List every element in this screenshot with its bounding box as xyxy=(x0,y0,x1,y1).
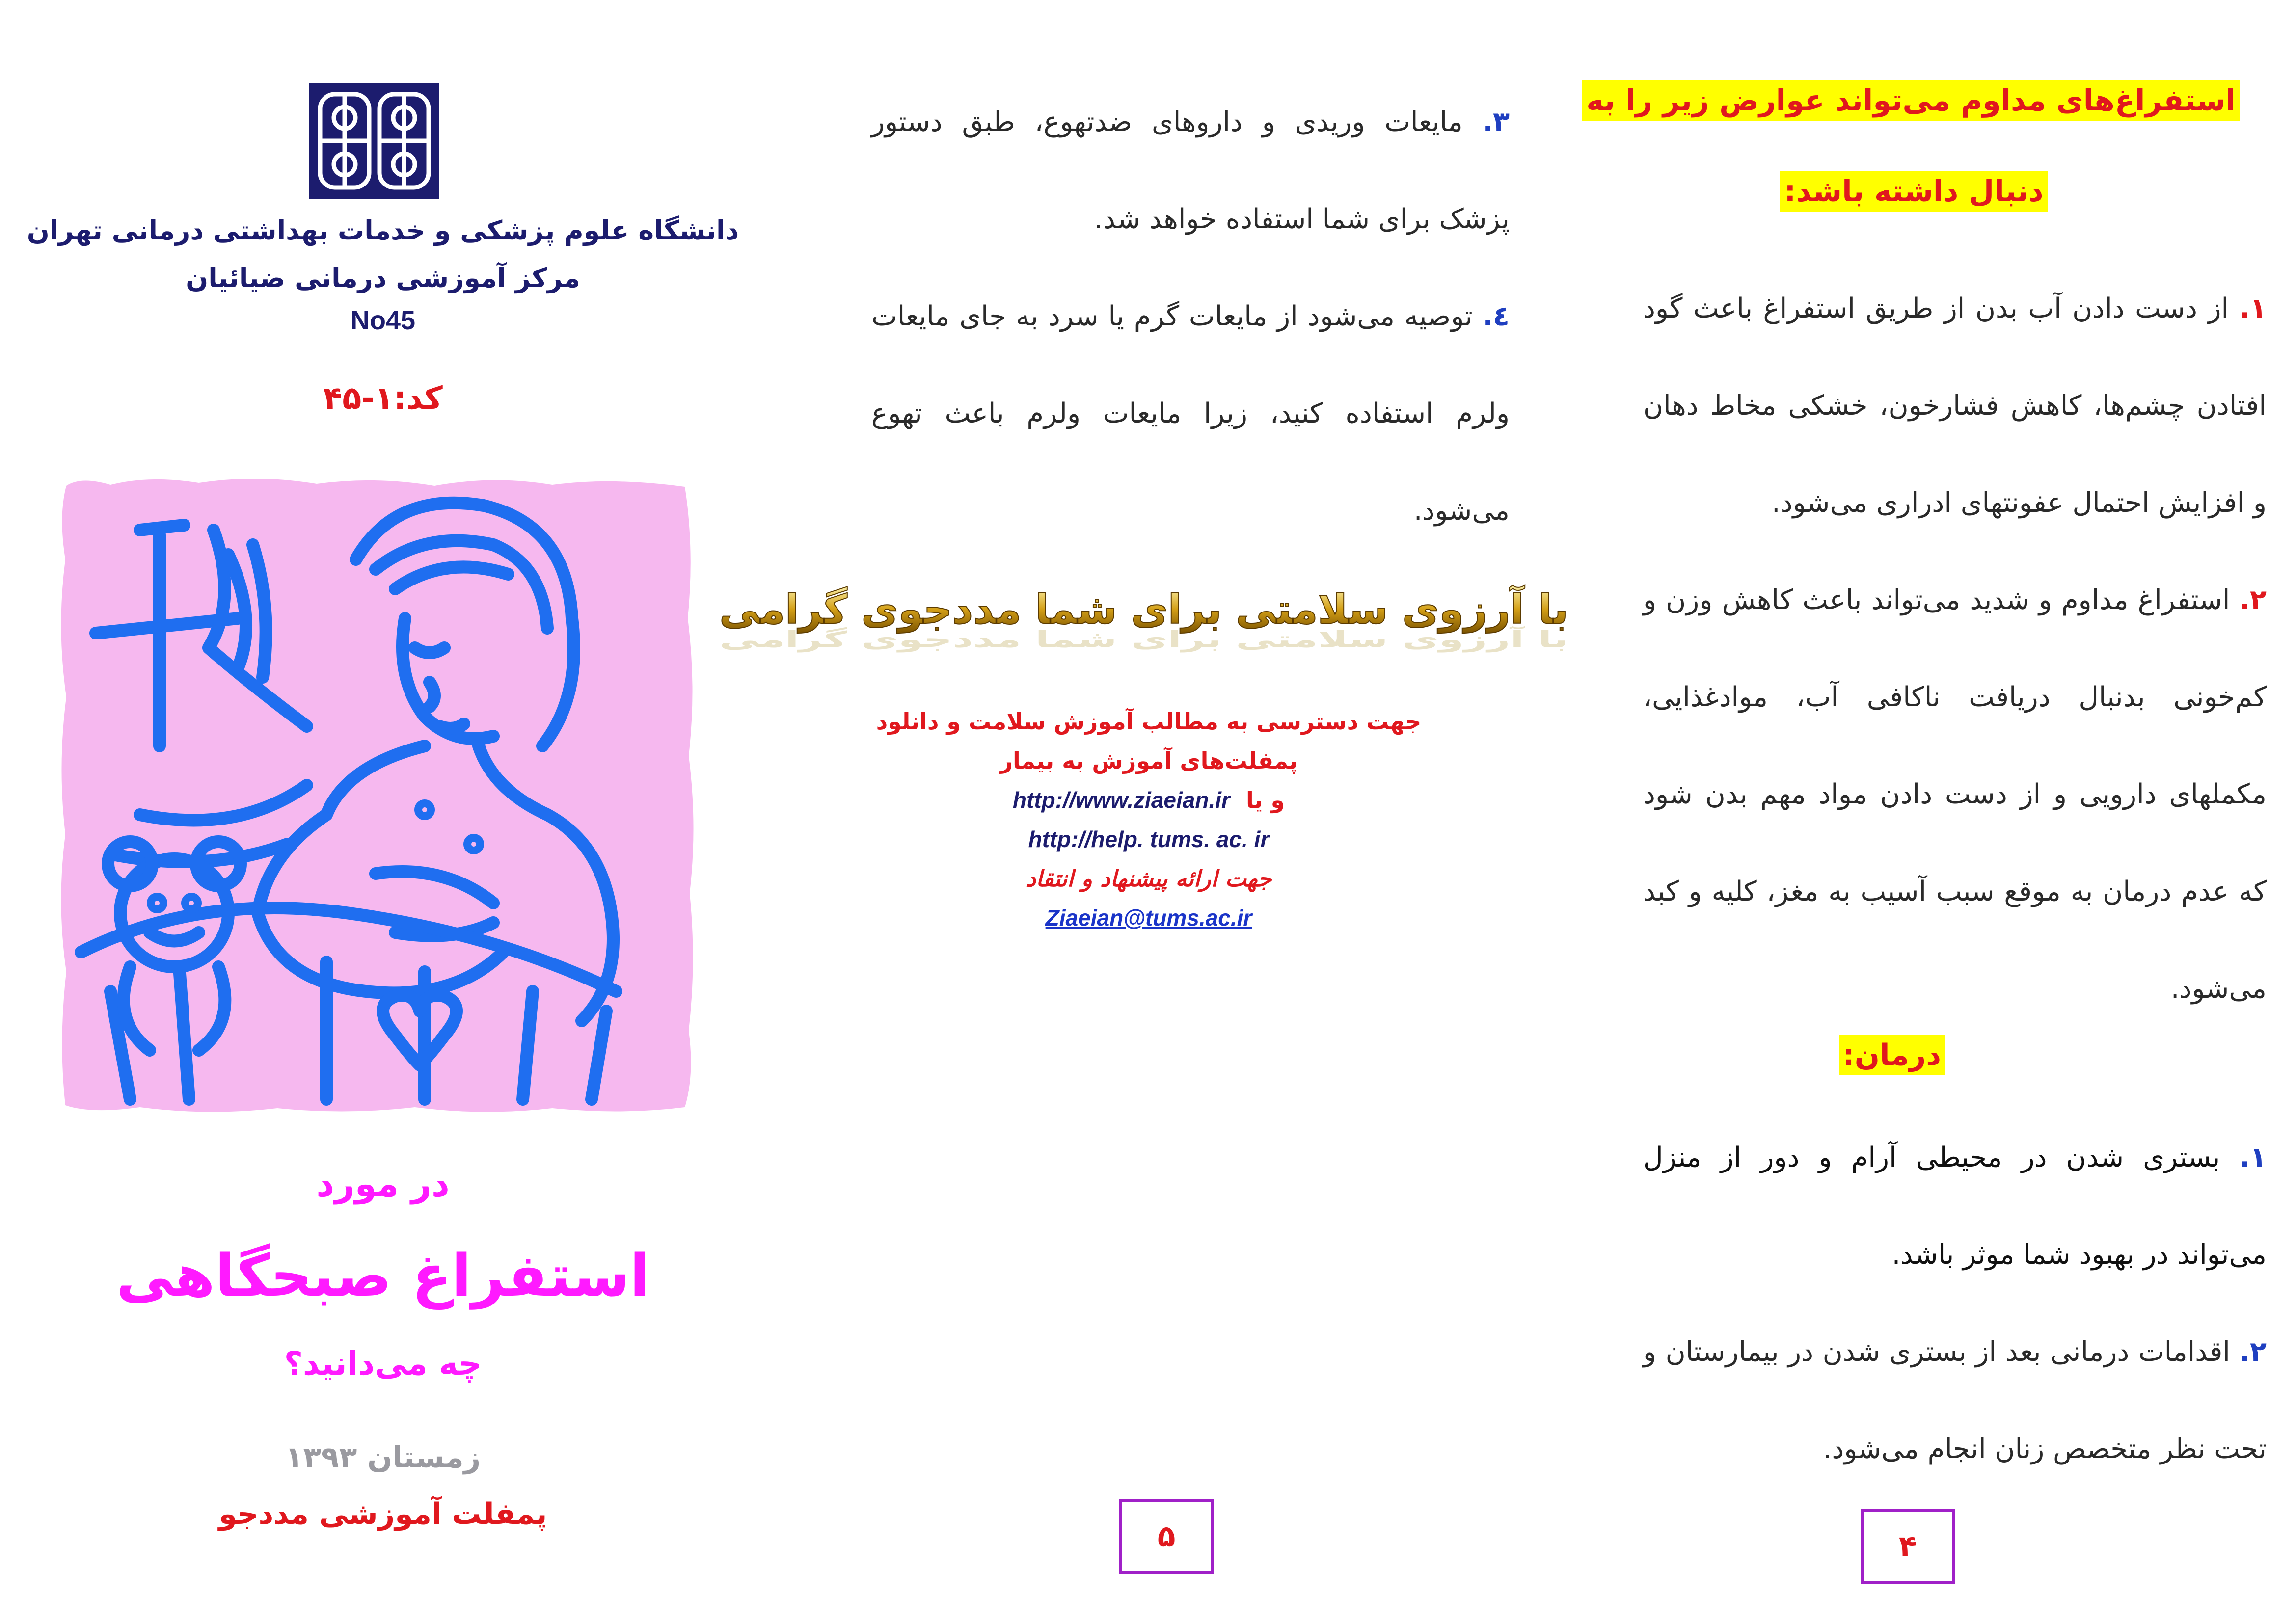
page-number-5-text: ۵ xyxy=(1157,1519,1176,1554)
item-3 xyxy=(871,74,1510,268)
treatment-1 xyxy=(1643,1109,2267,1304)
item-4-number: ٤. xyxy=(1482,300,1510,332)
page-number-4 xyxy=(1861,1509,1955,1584)
pregnant-woman-illustration xyxy=(52,471,700,1119)
document-number: No45 xyxy=(350,306,416,335)
complication-1 xyxy=(1643,260,2267,552)
document-code: کد:۱-۴۵ xyxy=(323,380,443,417)
about-label: در مورد xyxy=(316,1163,450,1204)
treatment-2-number: ۲. xyxy=(2239,1336,2267,1368)
page-number-4-text: ۴ xyxy=(1898,1529,1917,1564)
university-name: دانشگاه علوم پزشکی و خدمات بهداشتی درمانی تهران xyxy=(27,215,739,246)
complication-2-number: ۲. xyxy=(2239,584,2267,616)
url-line-1 xyxy=(766,780,1532,820)
page-4-panel xyxy=(1532,0,2296,1623)
page-5-panel xyxy=(719,0,1568,1623)
pamphlet-topic: استفراغ صبحگاهی xyxy=(116,1242,650,1309)
feedback-label: جهت ارائه پیشنهاد و انتقاد xyxy=(1026,865,1272,892)
university-logo xyxy=(309,83,439,199)
info-line-1: جهت دسترسی به مطالب آموزش سلامت و دانلود xyxy=(876,708,1422,735)
item-3-text: مایعات وریدی و داروهای ضدتهوع، طبق دستور پزشک برای شما استفاده خواهد شد. xyxy=(871,106,1510,235)
treatment-1-number: ۱. xyxy=(2239,1142,2267,1173)
complication-1-number: ۱. xyxy=(2239,293,2267,324)
email-link[interactable]: Ziaeian@tums.ac.ir xyxy=(1045,905,1252,931)
complication-2 xyxy=(1643,552,2267,1038)
complications-heading-line-1: استفراغ‌های مداوم می‌تواند عوارض زیر را به xyxy=(1582,83,2240,118)
complications-heading-line-2: دنبال داشته باشد: xyxy=(1532,174,2296,209)
item-4 xyxy=(871,268,1510,559)
cover-panel xyxy=(0,0,766,1623)
center-name: مرکز آموزشی درمانی ضیائیان xyxy=(186,263,580,293)
treatment-2-text: اقدامات درمانی بعد از بستری شدن در بیمارستان و تحت نظر متخصص زنان انجام می‌شود. xyxy=(1643,1336,2267,1465)
treatment-1-text: بستری شدن در محیطی آرام و دور از منزل می‌تواند در بهبود شما موثر باشد. xyxy=(1643,1142,2267,1271)
info-block xyxy=(766,702,1532,937)
question-label: چه می‌دانید؟ xyxy=(284,1345,482,1383)
complication-2-text: استفراغ مداوم و شدید می‌تواند باعث کاهش وزن و کم‌خونی بدنبال دریافت ناکافی آب، موادغذایی، مکملهای دارویی و از دست دادن مواد مهم بدن شود که عدم درمان به موقع سبب آسیب به مغز، کلیه و کبد می‌شود. xyxy=(1643,584,2267,1005)
wish-wordart xyxy=(719,559,1568,672)
page-number-5 xyxy=(1119,1499,1214,1574)
treatment-heading: درمان: xyxy=(1839,1038,1945,1072)
wish-text: با آرزوی سلامتی برای شما مددجوی گرامی xyxy=(719,586,1568,633)
pamphlet-type: پمفلت آموزشی مددجو xyxy=(218,1497,547,1531)
item-4-text: توصیه می‌شود از مایعات گرم یا سرد به جای مایعات ولرم استفاده کنید، زیرا مایعات ولرم باعث تهوع می‌شود. xyxy=(871,300,1510,527)
website-link-ziaeian[interactable]: http://www.ziaeian.ir xyxy=(1012,787,1230,813)
info-line-2: پمفلت‌های آموزش به بیمار xyxy=(999,747,1298,774)
page5-items xyxy=(871,74,1510,559)
complication-1-text: از دست دادن آب بدن از طریق استفراغ باعث گود افتادن چشم‌ها، کاهش فشارخون، خشکی مخاط دهان و افزایش احتمال عفونتهای ادراری می‌شود. xyxy=(1643,293,2267,519)
season-label: زمستان ۱۳۹۳ xyxy=(285,1440,481,1475)
treatment-2 xyxy=(1643,1304,2267,1498)
website-link-tums[interactable]: http://help. tums. ac. ir xyxy=(1028,826,1270,852)
complications-list xyxy=(1643,260,2267,1038)
item-3-number: ۳. xyxy=(1482,106,1510,138)
treatment-list xyxy=(1643,1109,2267,1498)
wish-shadow: با آرزوی سلامتی برای شما مددجوی گرامی xyxy=(719,626,1568,653)
url-suffix: و یا xyxy=(1245,787,1285,813)
